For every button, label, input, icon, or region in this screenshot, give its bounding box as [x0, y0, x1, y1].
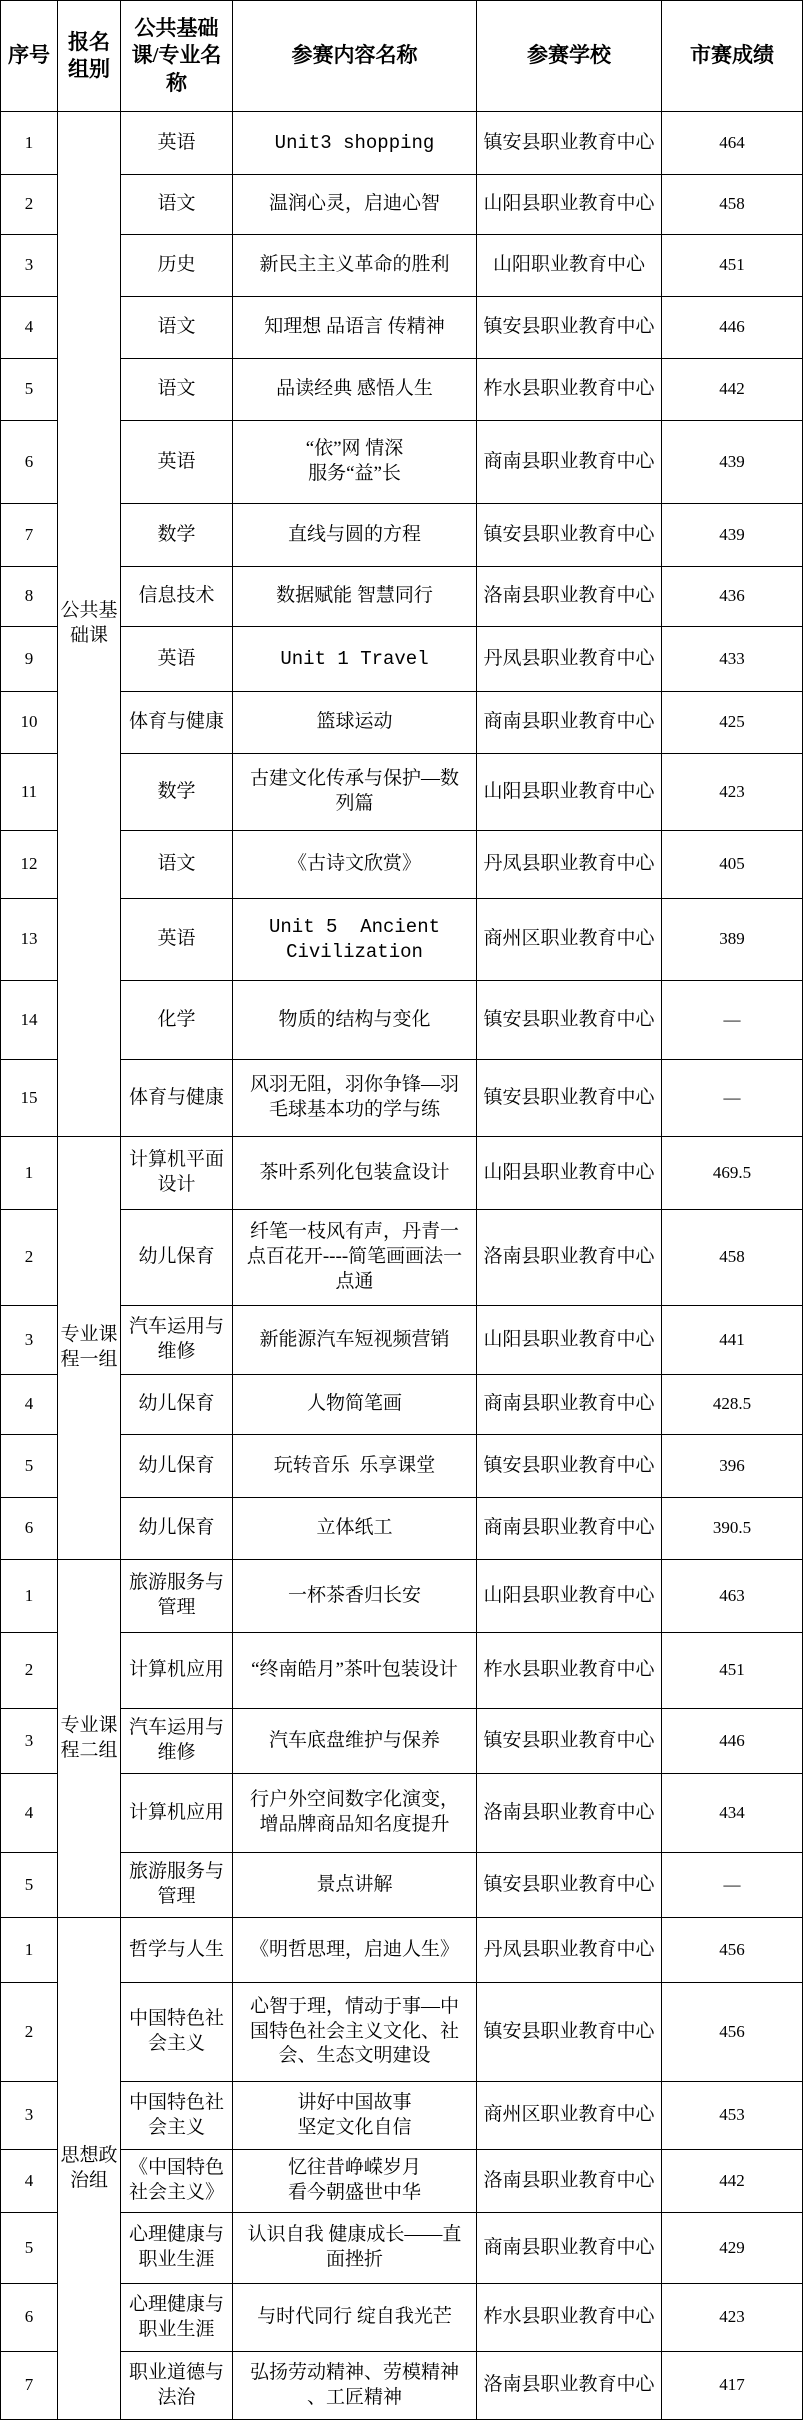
entry-title-cell: 知理想 品语言 传精神: [233, 297, 477, 359]
score-cell: 433: [662, 627, 803, 692]
entry-title-cell: 新能源汽车短视频营销: [233, 1306, 477, 1375]
entry-title-cell: 纤笔一枝风有声，丹青一点百花开----简笔画画法一点通: [233, 1210, 477, 1306]
score-cell: 389: [662, 899, 803, 981]
score-cell: 405: [662, 831, 803, 899]
school-cell: 商南县职业教育中心: [477, 1375, 662, 1435]
score-cell: 451: [662, 235, 803, 297]
row-number: 4: [1, 1774, 58, 1853]
subject-cell: 中国特色社会主义: [121, 1983, 233, 2082]
score-cell: 439: [662, 421, 803, 504]
row-number: 3: [1, 1709, 58, 1774]
entry-title-cell: 心智于理，情动于事—中国特色社会主义文化、社会、生态文明建设: [233, 1983, 477, 2082]
entry-title-cell: 直线与圆的方程: [233, 504, 477, 567]
entry-title-cell: 认识自我 健康成长——直面挫折: [233, 2213, 477, 2284]
table-row: [1, 359, 803, 421]
school-cell: 柞水县职业教育中心: [477, 359, 662, 421]
group-cell: 公共基础课: [58, 112, 121, 1137]
group-cell: 专业课程二组: [58, 1560, 121, 1918]
subject-cell: 体育与健康: [121, 692, 233, 754]
row-number: 3: [1, 235, 58, 297]
school-cell: 山阳县职业教育中心: [477, 1306, 662, 1375]
entry-title-cell: 一杯茶香归长安: [233, 1560, 477, 1633]
subject-cell: 语文: [121, 831, 233, 899]
table-row: [1, 1709, 803, 1774]
school-cell: 洛南县职业教育中心: [477, 2352, 662, 2420]
school-cell: 镇安县职业教育中心: [477, 504, 662, 567]
school-cell: 商南县职业教育中心: [477, 421, 662, 504]
entry-title-cell: 古建文化传承与保护—数列篇: [233, 754, 477, 831]
school-cell: 镇安县职业教育中心: [477, 112, 662, 175]
score-cell: 464: [662, 112, 803, 175]
subject-cell: 计算机应用: [121, 1633, 233, 1709]
row-number: 3: [1, 1306, 58, 1375]
row-number: 4: [1, 1375, 58, 1435]
score-cell: 434: [662, 1774, 803, 1853]
subject-cell: 计算机平面设计: [121, 1137, 233, 1210]
row-number: 4: [1, 2150, 58, 2213]
header-entry: 参赛内容名称: [233, 1, 477, 112]
subject-cell: 英语: [121, 627, 233, 692]
table-row: [1, 981, 803, 1060]
subject-cell: 计算机应用: [121, 1774, 233, 1853]
entry-title-cell: “终南皓月”茶叶包装设计: [233, 1633, 477, 1709]
score-cell: 423: [662, 2284, 803, 2352]
subject-cell: 旅游服务与管理: [121, 1560, 233, 1633]
header-row: [1, 1, 803, 112]
subject-cell: 幼儿保育: [121, 1210, 233, 1306]
subject-cell: 英语: [121, 112, 233, 175]
school-cell: 商南县职业教育中心: [477, 2213, 662, 2284]
entry-title-cell: “依”网 情深 服务“益”长: [233, 421, 477, 504]
subject-cell: 语文: [121, 175, 233, 235]
score-cell: 451: [662, 1633, 803, 1709]
entry-title-cell: 与时代同行 绽自我光芒: [233, 2284, 477, 2352]
school-cell: 镇安县职业教育中心: [477, 1853, 662, 1918]
score-cell: 469.5: [662, 1137, 803, 1210]
table-row: [1, 1210, 803, 1306]
row-number: 2: [1, 175, 58, 235]
school-cell: 商南县职业教育中心: [477, 692, 662, 754]
row-number: 5: [1, 1435, 58, 1498]
subject-cell: 语文: [121, 359, 233, 421]
entry-title-cell: Unit 5 Ancient Civilization: [233, 899, 477, 981]
table-row: [1, 1306, 803, 1375]
school-cell: 山阳职业教育中心: [477, 235, 662, 297]
table-row: [1, 2082, 803, 2150]
school-cell: 丹凤县职业教育中心: [477, 831, 662, 899]
subject-cell: 英语: [121, 421, 233, 504]
row-number: 12: [1, 831, 58, 899]
table-row: [1, 1983, 803, 2082]
subject-cell: 职业道德与法治: [121, 2352, 233, 2420]
entry-title-cell: 篮球运动: [233, 692, 477, 754]
school-cell: 丹凤县职业教育中心: [477, 1918, 662, 1983]
row-number: 7: [1, 2352, 58, 2420]
score-cell: 441: [662, 1306, 803, 1375]
row-number: 5: [1, 2213, 58, 2284]
subject-cell: 语文: [121, 297, 233, 359]
entry-title-cell: 人物简笔画: [233, 1375, 477, 1435]
table-row: [1, 1137, 803, 1210]
group-cell: 专业课程一组: [58, 1137, 121, 1560]
entry-title-cell: 玩转音乐 乐享课堂: [233, 1435, 477, 1498]
score-cell: 446: [662, 297, 803, 359]
school-cell: 商南县职业教育中心: [477, 1498, 662, 1560]
header-index: 序号: [1, 1, 58, 112]
score-cell: 396: [662, 1435, 803, 1498]
row-number: 7: [1, 504, 58, 567]
score-cell: —: [662, 1853, 803, 1918]
score-cell: 425: [662, 692, 803, 754]
school-cell: 镇安县职业教育中心: [477, 981, 662, 1060]
table-row: [1, 504, 803, 567]
score-cell: —: [662, 1060, 803, 1137]
header-subject: 公共基础课/专业名称: [121, 1, 233, 112]
table-row: [1, 175, 803, 235]
school-cell: 商州区职业教育中心: [477, 2082, 662, 2150]
header-group: 报名组别: [58, 1, 121, 112]
entry-title-cell: Unit 1 Travel: [233, 627, 477, 692]
table-row: [1, 421, 803, 504]
school-cell: 丹凤县职业教育中心: [477, 627, 662, 692]
score-cell: 446: [662, 1709, 803, 1774]
entry-title-cell: 风羽无阻，羽你争锋—羽毛球基本功的学与练: [233, 1060, 477, 1137]
score-cell: 428.5: [662, 1375, 803, 1435]
entry-title-cell: 忆往昔峥嵘岁月 看今朝盛世中华: [233, 2150, 477, 2213]
subject-cell: 幼儿保育: [121, 1498, 233, 1560]
subject-cell: 英语: [121, 899, 233, 981]
group-cell: 思想政治组: [58, 1918, 121, 2420]
table-row: [1, 1435, 803, 1498]
row-number: 4: [1, 297, 58, 359]
row-number: 1: [1, 1918, 58, 1983]
table-row: [1, 627, 803, 692]
row-number: 11: [1, 754, 58, 831]
table-row: [1, 692, 803, 754]
row-number: 2: [1, 1210, 58, 1306]
table-row: [1, 1560, 803, 1633]
subject-cell: 数学: [121, 754, 233, 831]
score-cell: 463: [662, 1560, 803, 1633]
score-cell: 390.5: [662, 1498, 803, 1560]
row-number: 5: [1, 359, 58, 421]
entry-title-cell: 景点讲解: [233, 1853, 477, 1918]
entry-title-cell: 《明哲思理，启迪人生》: [233, 1918, 477, 1983]
school-cell: 山阳县职业教育中心: [477, 175, 662, 235]
subject-cell: 心理健康与职业生涯: [121, 2213, 233, 2284]
score-cell: 439: [662, 504, 803, 567]
row-number: 1: [1, 112, 58, 175]
score-cell: 442: [662, 2150, 803, 2213]
school-cell: 镇安县职业教育中心: [477, 1709, 662, 1774]
entry-title-cell: 茶叶系列化包装盒设计: [233, 1137, 477, 1210]
score-cell: 436: [662, 567, 803, 627]
school-cell: 镇安县职业教育中心: [477, 1060, 662, 1137]
table-row: [1, 235, 803, 297]
table-row: [1, 2150, 803, 2213]
table-row: [1, 754, 803, 831]
score-cell: 442: [662, 359, 803, 421]
row-number: 10: [1, 692, 58, 754]
subject-cell: 汽车运用与维修: [121, 1709, 233, 1774]
row-number: 5: [1, 1853, 58, 1918]
score-cell: 458: [662, 175, 803, 235]
score-cell: —: [662, 981, 803, 1060]
table-row: [1, 1918, 803, 1983]
score-cell: 453: [662, 2082, 803, 2150]
row-number: 6: [1, 2284, 58, 2352]
subject-cell: 中国特色社会主义: [121, 2082, 233, 2150]
header-score: 市赛成绩: [662, 1, 803, 112]
table-row: [1, 567, 803, 627]
subject-cell: 幼儿保育: [121, 1375, 233, 1435]
subject-cell: 哲学与人生: [121, 1918, 233, 1983]
subject-cell: 幼儿保育: [121, 1435, 233, 1498]
row-number: 8: [1, 567, 58, 627]
row-number: 15: [1, 1060, 58, 1137]
subject-cell: 旅游服务与管理: [121, 1853, 233, 1918]
row-number: 1: [1, 1137, 58, 1210]
row-number: 2: [1, 1983, 58, 2082]
table-row: [1, 899, 803, 981]
table-row: [1, 1375, 803, 1435]
table-row: [1, 831, 803, 899]
table-row: [1, 297, 803, 359]
school-cell: 镇安县职业教育中心: [477, 1983, 662, 2082]
table-row: [1, 1774, 803, 1853]
school-cell: 柞水县职业教育中心: [477, 1633, 662, 1709]
entry-title-cell: 行户外空间数字化演变，增品牌商品知名度提升: [233, 1774, 477, 1853]
score-cell: 456: [662, 1983, 803, 2082]
score-cell: 423: [662, 754, 803, 831]
table-row: [1, 1060, 803, 1137]
row-number: 13: [1, 899, 58, 981]
score-cell: 429: [662, 2213, 803, 2284]
subject-cell: 历史: [121, 235, 233, 297]
school-cell: 镇安县职业教育中心: [477, 297, 662, 359]
school-cell: 镇安县职业教育中心: [477, 1435, 662, 1498]
table-row: [1, 2213, 803, 2284]
score-cell: 458: [662, 1210, 803, 1306]
table-row: [1, 1853, 803, 1918]
entry-title-cell: Unit3 shopping: [233, 112, 477, 175]
header-school: 参赛学校: [477, 1, 662, 112]
row-number: 6: [1, 1498, 58, 1560]
table-row: [1, 1633, 803, 1709]
school-cell: 柞水县职业教育中心: [477, 2284, 662, 2352]
school-cell: 山阳县职业教育中心: [477, 1137, 662, 1210]
school-cell: 洛南县职业教育中心: [477, 1210, 662, 1306]
entry-title-cell: 弘扬劳动精神、劳模精神、工匠精神: [233, 2352, 477, 2420]
row-number: 14: [1, 981, 58, 1060]
entry-title-cell: 汽车底盘维护与保养: [233, 1709, 477, 1774]
entry-title-cell: 《古诗文欣赏》: [233, 831, 477, 899]
subject-cell: 数学: [121, 504, 233, 567]
entry-title-cell: 新民主主义革命的胜利: [233, 235, 477, 297]
table-row: [1, 1498, 803, 1560]
entry-title-cell: 讲好中国故事 坚定文化自信: [233, 2082, 477, 2150]
table-row: [1, 2352, 803, 2420]
row-number: 3: [1, 2082, 58, 2150]
subject-cell: 汽车运用与维修: [121, 1306, 233, 1375]
school-cell: 洛南县职业教育中心: [477, 1774, 662, 1853]
table-row: [1, 112, 803, 175]
entry-title-cell: 立体纸工: [233, 1498, 477, 1560]
entry-title-cell: 数据赋能 智慧同行: [233, 567, 477, 627]
row-number: 9: [1, 627, 58, 692]
row-number: 1: [1, 1560, 58, 1633]
entry-title-cell: 物质的结构与变化: [233, 981, 477, 1060]
subject-cell: 体育与健康: [121, 1060, 233, 1137]
row-number: 2: [1, 1633, 58, 1709]
row-number: 6: [1, 421, 58, 504]
school-cell: 洛南县职业教育中心: [477, 2150, 662, 2213]
table-row: [1, 2284, 803, 2352]
entry-title-cell: 温润心灵，启迪心智: [233, 175, 477, 235]
subject-cell: 化学: [121, 981, 233, 1060]
score-cell: 417: [662, 2352, 803, 2420]
school-cell: 洛南县职业教育中心: [477, 567, 662, 627]
score-cell: 456: [662, 1918, 803, 1983]
subject-cell: 《中国特色社会主义》: [121, 2150, 233, 2213]
school-cell: 山阳县职业教育中心: [477, 1560, 662, 1633]
school-cell: 山阳县职业教育中心: [477, 754, 662, 831]
entry-title-cell: 品读经典 感悟人生: [233, 359, 477, 421]
subject-cell: 信息技术: [121, 567, 233, 627]
subject-cell: 心理健康与职业生涯: [121, 2284, 233, 2352]
school-cell: 商州区职业教育中心: [477, 899, 662, 981]
